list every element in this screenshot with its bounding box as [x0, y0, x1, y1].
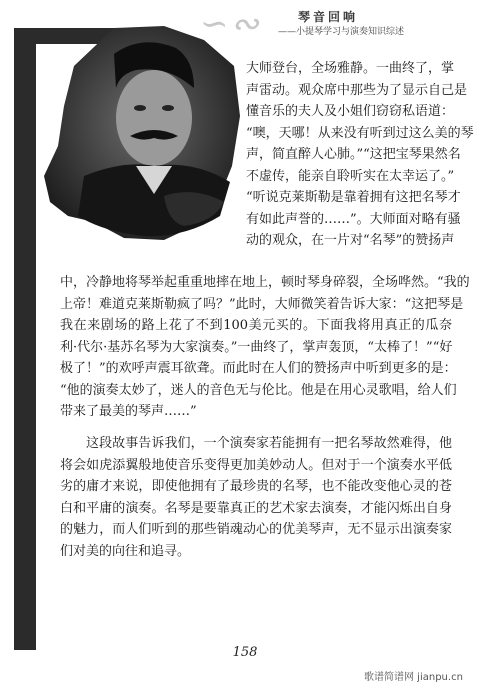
- text-line: 们对美的向往和追寻。: [60, 543, 191, 559]
- header-ornament-icon: ∽∾: [200, 4, 261, 44]
- text-line: 带来了最美的琴声……”: [60, 404, 197, 419]
- paragraph-1-wrapped: [246, 58, 474, 252]
- page-number: 158: [232, 645, 258, 660]
- text-line: “他的演奏太妙了，迷人的音色无与伦比。他是在用心灵歌唱，给人们: [60, 382, 457, 398]
- header-title: 琴音回响: [298, 10, 359, 24]
- text-line: 劣的庸才来说，即使他拥有了最珍贵的名琴，也不能改变他心灵的苍: [60, 479, 452, 494]
- decorative-left-bar: [14, 28, 36, 650]
- text-line: “听说克莱斯勒是靠着拥有这把名琴才: [246, 190, 461, 205]
- text-line: 白和平庸的演奏。名琴是要靠真正的艺术家去演奏，才能闪烁出自身: [60, 500, 452, 516]
- text-line: 声雷动。观众席中那些为了显示自己是: [246, 82, 468, 98]
- text-line: 有如此声誉的……”。大师面对略有骚: [246, 211, 461, 227]
- text-line: 中，冷静地将琴举起重重地摔在地上，顿时琴身碎裂，全场哗然。“我的: [60, 275, 470, 290]
- text-line: “噢，天哪！从来没有听到过这么美的琴: [246, 125, 474, 141]
- text-line: 将会如虎添翼般地使音乐变得更加美妙动人。但对于一个演奏水平低: [60, 457, 452, 473]
- paragraph-2: [60, 433, 452, 562]
- text-line: 动的观众，在一片对“名琴”的赞扬声: [246, 233, 455, 248]
- text-line: 大师登台，全场雅静。一曲终了，掌: [246, 61, 455, 76]
- text-line: 不虚传，能亲自聆听实在太幸运了。”: [246, 168, 455, 184]
- paragraph-1-continued: [60, 272, 470, 423]
- text-line: 声，简直醉人心肺。”“这把宝琴果然名: [246, 147, 461, 162]
- text-line: 上帝！难道克莱斯勒疯了吗？”此时，大师微笑着告诉大家：“这把琴是: [60, 296, 464, 312]
- text-line: 利·代尔·基苏名琴为大家演奏。”一曲终了，掌声轰顶，“太棒了！”“好: [60, 339, 453, 355]
- portrait-photo: [44, 26, 240, 240]
- text-line: 懂音乐的夫人及小姐们窃窃私语道：: [246, 104, 455, 119]
- header-subtitle: ——小提琴学习与演奏知识综述: [278, 27, 405, 37]
- site-watermark: 歌谱简谱网 jianpu.cn: [364, 672, 463, 683]
- text-line: 我在来剧场的路上花了不到100美元买的。下面我将用真正的瓜奈: [60, 318, 452, 333]
- text-line: 的魅力，而人们听到的那些销魂动心的优美琴声，无不显示出演奏家: [60, 522, 452, 537]
- text-line: 这段故事告诉我们，一个演奏家若能拥有一把名琴故然难得，他: [86, 436, 452, 451]
- text-line: 极了！”的欢呼声震耳欲聋。而此时在人们的赞扬声中听到更多的是：: [60, 361, 457, 376]
